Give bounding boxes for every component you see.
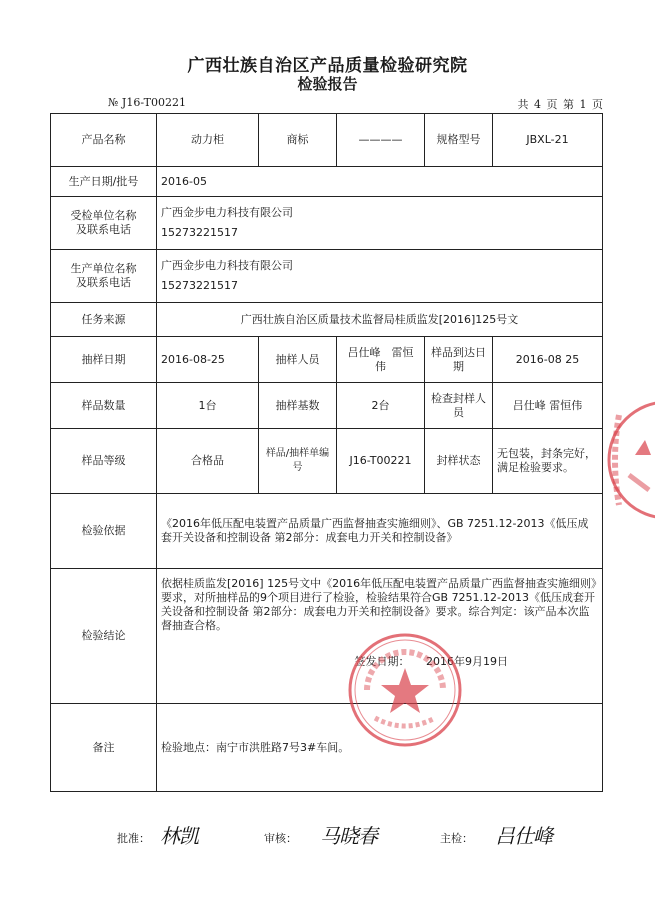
basis-label: 检验依据 (51, 494, 157, 569)
production-date-value: 2016-05 (157, 167, 603, 197)
sample-qty-value: 1台 (157, 383, 259, 429)
sealer-label-line1: 检查封样人 (431, 391, 486, 405)
arrival-date-label (425, 337, 493, 383)
row-producer (51, 250, 603, 303)
sample-qty-label: 样品数量 (51, 383, 157, 429)
row-grade (51, 429, 603, 494)
grade-label: 样品等级 (51, 429, 157, 494)
task-source-label: 任务来源 (51, 303, 157, 337)
seal-state-value: 无包装，封条完好，满足检验要求。 (493, 429, 603, 494)
sample-no-label: 样品/抽样单编号 (259, 429, 337, 494)
model-value: JBXL-21 (493, 114, 603, 167)
approve-signature: 林凯 (160, 824, 198, 848)
sealer-label (425, 383, 493, 429)
producer-phone: 15273221517 (161, 279, 238, 292)
inspected-unit-label-line1: 受检单位名称 (70, 209, 137, 222)
row-basis (51, 494, 603, 569)
task-source-value: 广西壮族自治区质量技术监督局桂质监发[2016]125号文 (157, 303, 603, 337)
institute-name: 广西壮族自治区产品质量检验研究院 (187, 56, 468, 76)
report-number: № J16-T00221 (108, 96, 186, 109)
production-date-label: 生产日期/批号 (51, 167, 157, 197)
inspected-unit-label (51, 197, 157, 250)
remark-value: 检验地点：南宁市洪胜路7号3#车间。 (157, 704, 603, 792)
producer-name: 广西金步电力科技有限公司 (161, 259, 293, 272)
arrival-label-line1: 样品到达日 (431, 345, 486, 359)
inspected-unit-label-line2: 及联系电话 (76, 223, 131, 236)
issue-date: 签发日期： 2016年9月19日 (354, 655, 508, 668)
base-qty-label: 抽样基数 (259, 383, 337, 429)
conclusion-text: 依据桂质监发[2016] 125号文中《2016年低压配电装置产品质量广西监督抽查实施细则》要求，对所抽样品的9个项目进行了检验，检验结果符合GB 7251.12-2013《低压成套开关设备和控制设备 第2部分：成套电力开关和控制设备》要求。综合判定：该产品本次监督抽查合格。 (161, 577, 597, 632)
row-production-date (51, 167, 603, 197)
producer-label (51, 250, 157, 303)
report-table (50, 113, 603, 792)
sealer-label-line2: 员 (453, 405, 464, 419)
official-seal-icon (345, 630, 465, 750)
sampling-date-value: 2016-08-25 (157, 337, 259, 383)
product-name-label: 产品名称 (51, 114, 157, 167)
seal-state-label: 封样状态 (425, 429, 493, 494)
row-conclusion (51, 569, 603, 704)
arrival-date-value: 2016-08 25 (493, 337, 603, 383)
prepare-signature: 吕仕峰 (495, 824, 552, 848)
arrival-label-line2: 期 (453, 359, 464, 373)
product-name-value: 动力柜 (157, 114, 259, 167)
inspected-unit-name: 广西金步电力科技有限公司 (161, 206, 293, 219)
base-qty-value: 2台 (337, 383, 425, 429)
producer-value (157, 250, 603, 303)
inspected-unit-value (157, 197, 603, 250)
row-product (51, 114, 603, 167)
sampling-date-label: 抽样日期 (51, 337, 157, 383)
inspected-unit-phone: 15273221517 (161, 226, 238, 239)
basis-value: 《2016年低压配电装置产品质量广西监督抽查实施细则》、GB 7251.12-2013《低压成套开关设备和控制设备 第2部分：成套电力开关和控制设备》 (157, 494, 603, 569)
sampler-value (337, 337, 425, 383)
trademark-value: ———— (337, 114, 425, 167)
row-remark (51, 704, 603, 792)
grade-value: 合格品 (157, 429, 259, 494)
row-quantity (51, 383, 603, 429)
sampler-line1: 吕仕峰 雷恒 (347, 345, 414, 359)
review-label: 审核： (264, 832, 297, 845)
remark-label: 备注 (51, 704, 157, 792)
page-indicator: 共 4 页 第 1 页 (517, 98, 603, 111)
report-title: 检验报告 (297, 75, 358, 93)
approve-label: 批准： (117, 832, 150, 845)
prepare-label: 主检： (440, 832, 473, 845)
conclusion-label: 检验结论 (51, 569, 157, 704)
sample-no-value: J16-T00221 (337, 429, 425, 494)
edge-seal-icon (605, 395, 655, 525)
producer-label-line1: 生产单位名称 (70, 262, 137, 275)
row-inspected-unit (51, 197, 603, 250)
trademark-label: 商标 (259, 114, 337, 167)
sealer-value: 吕仕峰 雷恒伟 (493, 383, 603, 429)
row-task-source (51, 303, 603, 337)
sampler-label: 抽样人员 (259, 337, 337, 383)
row-sampling (51, 337, 603, 383)
sampler-line2: 伟 (375, 359, 386, 373)
producer-label-line2: 及联系电话 (76, 276, 131, 289)
review-signature: 马晓春 (320, 824, 377, 848)
model-label: 规格型号 (425, 114, 493, 167)
